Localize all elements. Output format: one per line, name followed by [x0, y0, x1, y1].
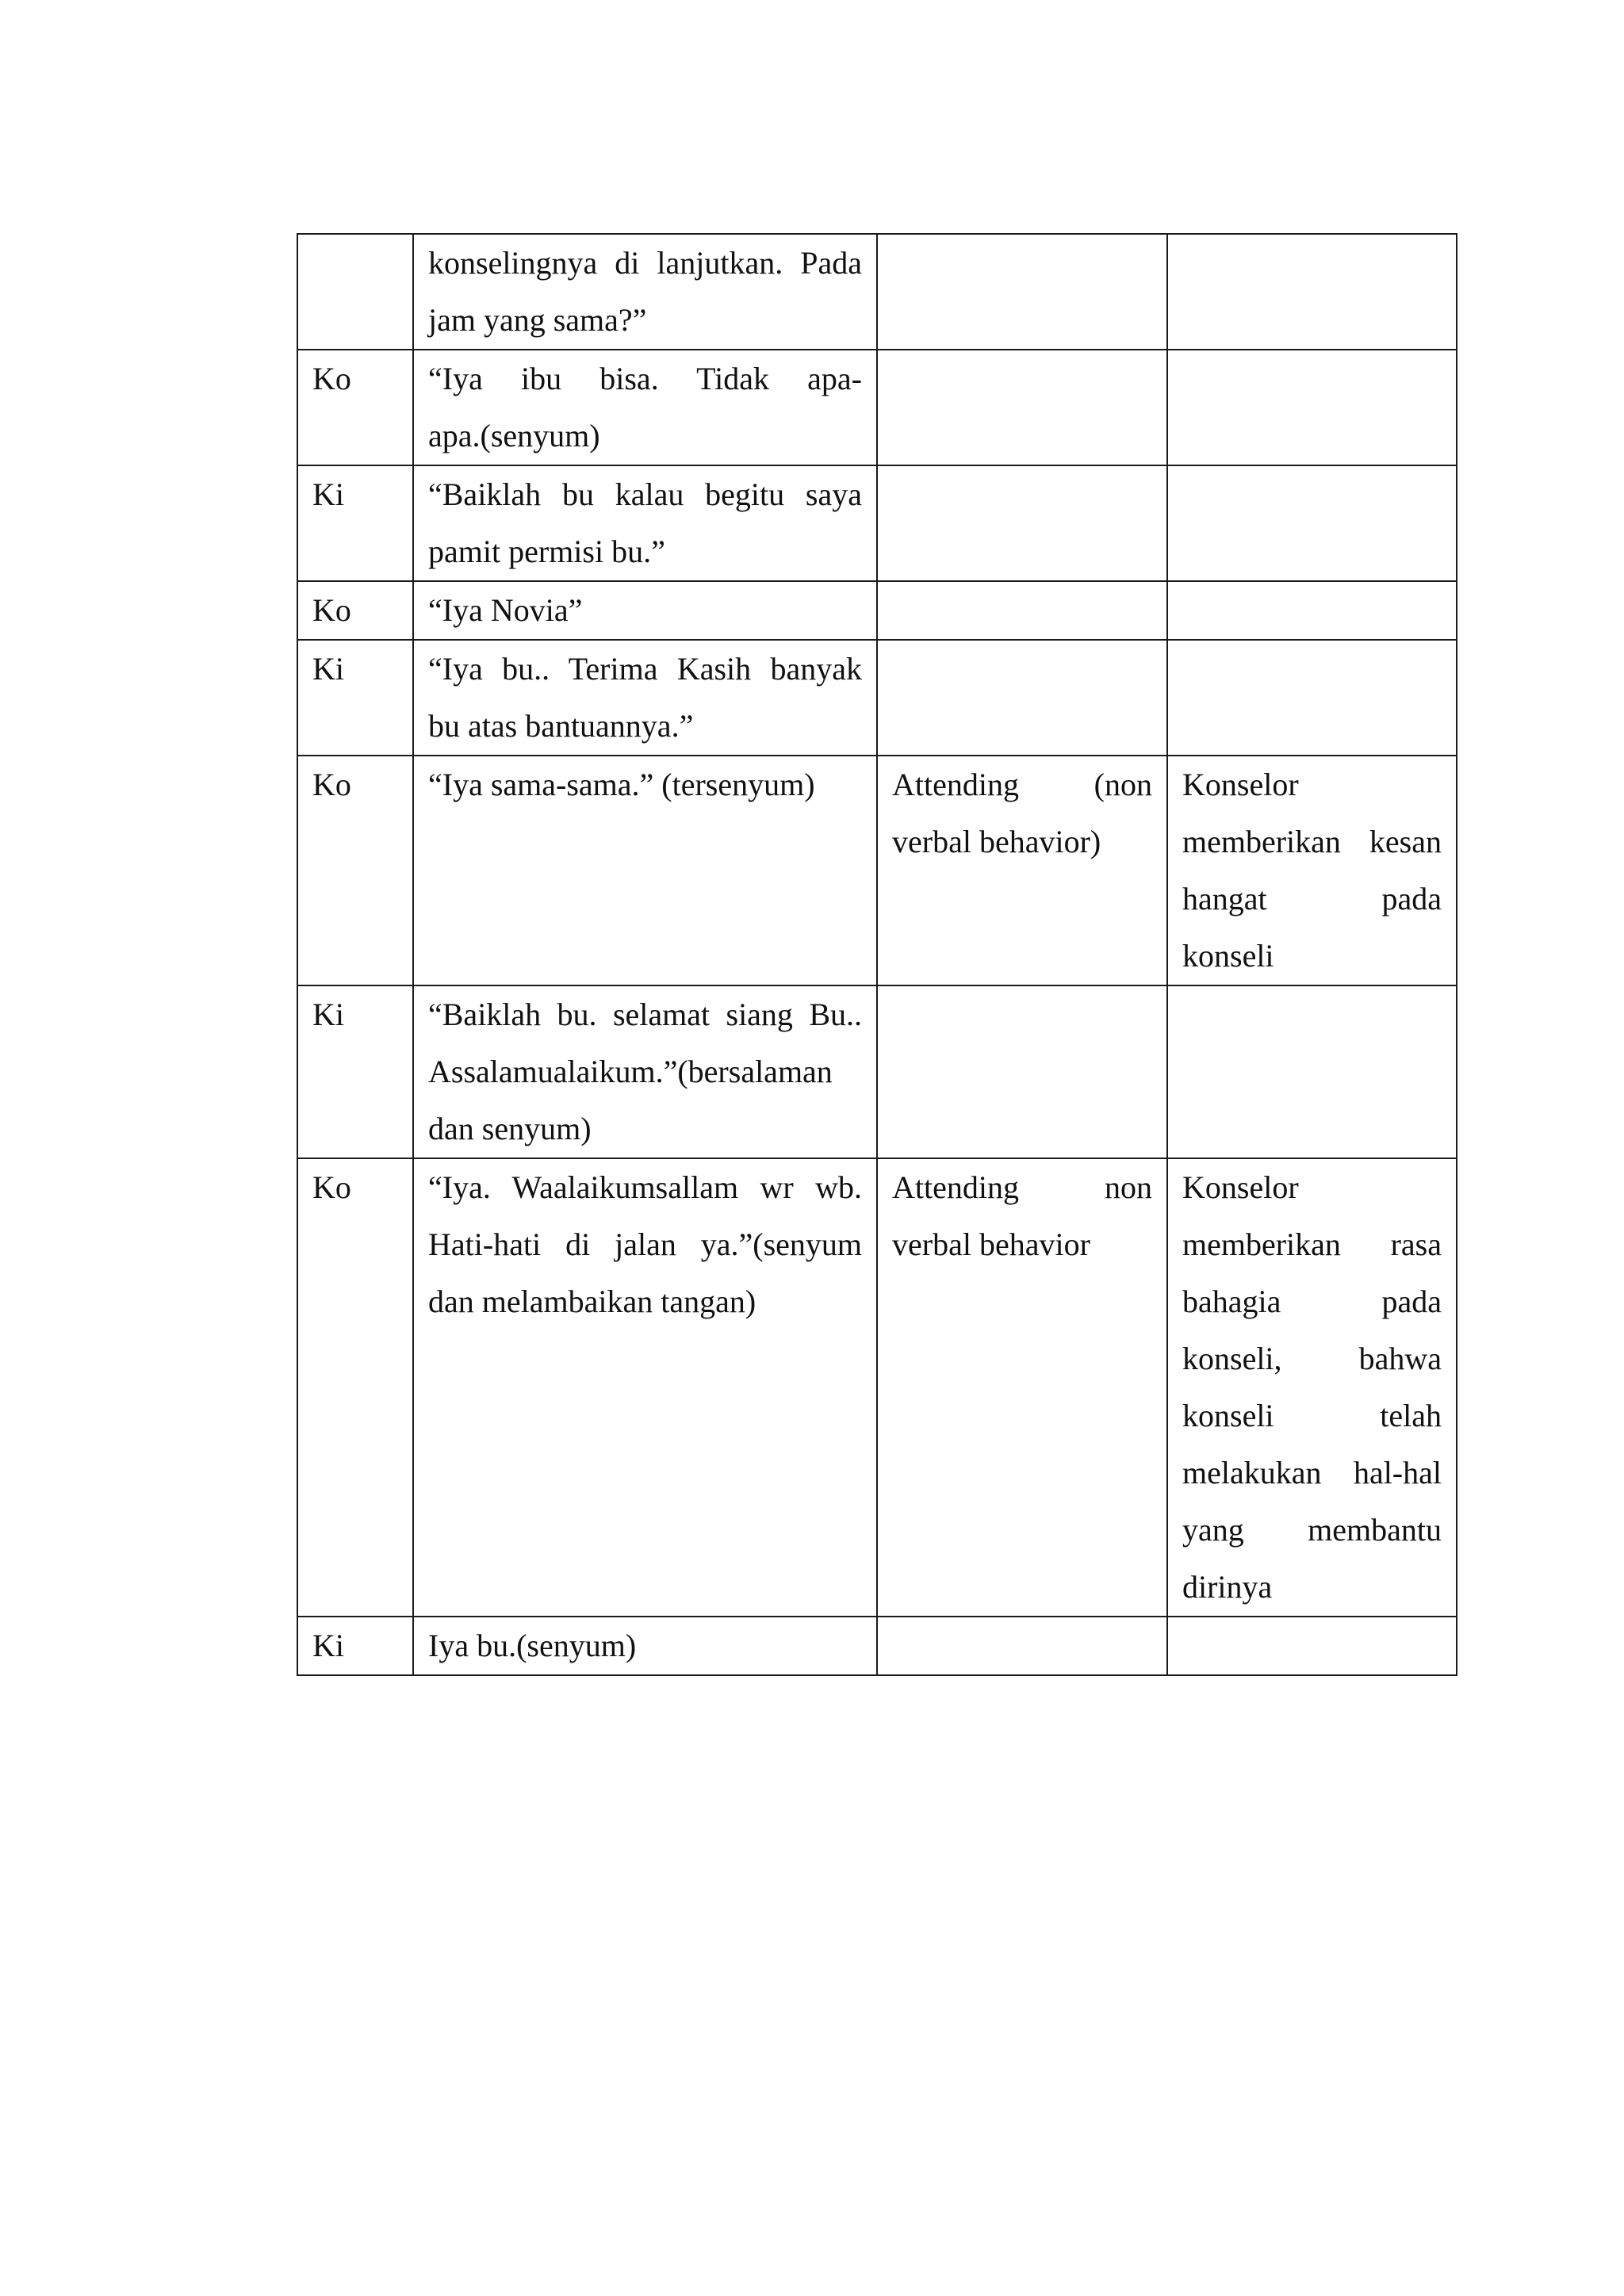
- counseling-transcript-table: [297, 233, 1457, 1676]
- table-row: [297, 1158, 1457, 1617]
- note-cell: [1167, 640, 1457, 756]
- note-cell: [1167, 581, 1457, 640]
- utter-text-line: Iya bu.(senyum): [428, 1628, 637, 1663]
- speaker-label: Ki: [312, 1628, 344, 1663]
- utter-text-line: apa.(senyum): [428, 418, 600, 453]
- speaker-label: Ki: [312, 997, 344, 1032]
- note-text-line: Konselor: [1182, 1169, 1299, 1205]
- technique-cell: [877, 640, 1167, 756]
- table-row: [297, 985, 1457, 1158]
- speaker-cell: [297, 465, 413, 581]
- table-row: [297, 1617, 1457, 1675]
- note-text-line: konseli: [1182, 938, 1274, 974]
- note-cell: [1167, 756, 1457, 985]
- utter-text-line: “Baiklah bu. selamat siang Bu..: [428, 997, 862, 1032]
- technique-cell: [877, 581, 1167, 640]
- technique-cell: [877, 1617, 1167, 1675]
- note-cell: [1167, 1158, 1457, 1617]
- note-text-line: dirinya: [1182, 1569, 1273, 1605]
- note-text-line: konseli telah: [1182, 1398, 1442, 1433]
- speaker-cell: [297, 640, 413, 756]
- utterance-cell: [413, 234, 877, 350]
- table-row: [297, 350, 1457, 465]
- utterance-cell: [413, 465, 877, 581]
- note-text-line: konseli, bahwa: [1182, 1341, 1442, 1376]
- utter-text-line: jam yang sama?”: [428, 302, 647, 338]
- technique-cell: [877, 1158, 1167, 1617]
- note-text-line: hangat pada: [1182, 881, 1442, 916]
- utter-text-line: “Iya. Waalaikumsallam wr wb.: [428, 1169, 862, 1205]
- speaker-cell: [297, 1617, 413, 1675]
- utter-text-line: “Iya ibu bisa. Tidak apa-: [428, 361, 862, 396]
- note-cell: [1167, 465, 1457, 581]
- utter-text-line: dan senyum): [428, 1111, 592, 1146]
- tech-text-line: Attending non: [892, 1169, 1152, 1205]
- table-row: [297, 234, 1457, 350]
- utterance-cell: [413, 350, 877, 465]
- table-row: [297, 756, 1457, 985]
- speaker-cell: [297, 1158, 413, 1617]
- utterance-cell: [413, 985, 877, 1158]
- utter-text-line: “Iya Novia”: [428, 592, 583, 628]
- utterance-cell: [413, 1617, 877, 1675]
- utter-text-line: Hati-hati di jalan ya.”(senyum: [428, 1226, 862, 1262]
- note-text-line: melakukan hal-hal: [1182, 1455, 1442, 1490]
- tech-text-line: verbal behavior): [892, 824, 1101, 859]
- tech-text-line: verbal behavior: [892, 1226, 1090, 1262]
- note-text-line: bahagia pada: [1182, 1284, 1442, 1319]
- speaker-cell: [297, 985, 413, 1158]
- note-cell: [1167, 1617, 1457, 1675]
- technique-cell: [877, 756, 1167, 985]
- tech-text-line: Attending (non: [892, 767, 1152, 802]
- utter-text-line: “Iya bu.. Terima Kasih banyak: [428, 651, 862, 687]
- utter-text-line: “Iya sama-sama.” (tersenyum): [428, 767, 815, 802]
- utter-text-line: Assalamualaikum.”(bersalaman: [428, 1054, 833, 1089]
- table-row: [297, 465, 1457, 581]
- speaker-label: Ki: [312, 476, 344, 512]
- utter-text-line: bu atas bantuannya.”: [428, 708, 694, 744]
- speaker-label: Ko: [312, 767, 351, 802]
- speaker-label: Ko: [312, 1169, 351, 1205]
- table-row: [297, 581, 1457, 640]
- utter-text-line: pamit permisi bu.”: [428, 534, 665, 569]
- utter-text-line: “Baiklah bu kalau begitu saya: [428, 476, 862, 512]
- speaker-label: Ko: [312, 361, 351, 396]
- note-text-line: yang membantu: [1182, 1512, 1442, 1548]
- note-cell: [1167, 234, 1457, 350]
- utterance-cell: [413, 756, 877, 985]
- technique-cell: [877, 350, 1167, 465]
- note-text-line: Konselor: [1182, 767, 1299, 802]
- note-cell: [1167, 350, 1457, 465]
- utterance-cell: [413, 1158, 877, 1617]
- table-row: [297, 640, 1457, 756]
- table-body: [297, 234, 1457, 1675]
- utter-text-line: dan melambaikan tangan): [428, 1284, 756, 1319]
- speaker-cell: [297, 581, 413, 640]
- technique-cell: [877, 985, 1167, 1158]
- speaker-cell: [297, 234, 413, 350]
- technique-cell: [877, 234, 1167, 350]
- note-cell: [1167, 985, 1457, 1158]
- utter-text-line: konselingnya di lanjutkan. Pada: [428, 245, 862, 281]
- technique-cell: [877, 465, 1167, 581]
- utterance-cell: [413, 640, 877, 756]
- speaker-label: Ki: [312, 651, 344, 687]
- speaker-cell: [297, 756, 413, 985]
- speaker-cell: [297, 350, 413, 465]
- utterance-cell: [413, 581, 877, 640]
- speaker-label: Ko: [312, 592, 351, 628]
- note-text-line: memberikan rasa: [1182, 1226, 1442, 1262]
- note-text-line: memberikan kesan: [1182, 824, 1442, 859]
